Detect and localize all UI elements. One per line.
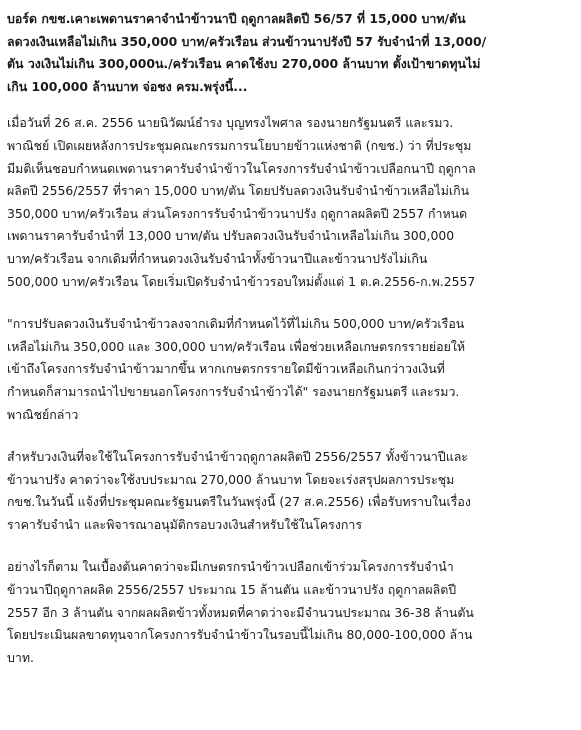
body-line: ผลิตปี 2556/2557 ที่ราคา 15,000 บาท/ตัน โดยปรับลดวงเงินรับจำนำข้าวเหลือไม่เกิน [7, 183, 470, 199]
body-paragraph-2 [7, 313, 575, 426]
body-line: ราคารับจำนำ และพิจารณาอนุมัติกรอบวงเงินสำหรับใช้ในโครงการ [7, 516, 362, 532]
body-line: บาท. [7, 649, 34, 665]
quote-line: เหลือไม่เกิน 350,000 และ 300,000 บาท/ครัวเรือน เพื่อช่วยเหลือเกษตรกรรายย่อยให้ [7, 338, 466, 354]
body-paragraph-4 [7, 556, 575, 669]
body-line: 350,000 บาท/ครัวเรือน ส่วนโครงการรับจำนำข้าวนาปรัง ฤดูกาลผลิตปี 2557 กำหนด [7, 205, 468, 221]
lead-line: เกิน 100,000 ล้านบาท จ่อชง ครม.พรุ่งนี้... [7, 78, 248, 94]
quote-line: พาณิชย์กล่าว [7, 406, 79, 422]
quote-line: เข้าถึงโครงการรับจำนำข้าวมากขึ้น หากเกษตรกรรายใดมีข้าวเหลือเกินกว่าวงเงินที่ [7, 361, 445, 377]
body-line: ข้าวนาปรัง คาดว่าจะใช้งบประมาณ 270,000 ล้านบาท โดยจะเร่งสรุปผลการประชุม [7, 471, 455, 487]
quote-line: กำหนดก็สามารถนำไปขายนอกโครงการรับจำนำข้าวได้" รองนายกรัฐมนตรี และรมว. [7, 383, 460, 399]
body-line: กขช.ในวันนี้ แจ้งที่ประชุมคณะรัฐมนตรีในวันพรุ่งนี้ (27 ส.ค.2556) เพื่อรับทราบในเรื่อง [7, 494, 471, 510]
lead-line: ตัน วงเงินไม่เกิน 300,000น./ครัวเรือน คาดใช้งบ 270,000 ล้านบาท ตั้งเป้าขาดทุนไม่ [7, 56, 481, 72]
body-line: เพดานราคารับจำนำที่ 13,000 บาท/ตัน ปรับลดวงเงินรับจำนำเหลือไม่เกิน 300,000 [7, 228, 455, 244]
body-line: 500,000 บาท/ครัวเรือน โดยเริ่มเปิดรับจำนำข้าวรอบใหม่ตั้งแต่ 1 ต.ค.2556-ก.พ.2557 [7, 273, 476, 289]
lead-line: บอร์ด กขช.เคาะเพดานราคาจำนำข้าวนาปี ฤดูกาลผลิตปี 56/57 ที่ 15,000 บาท/ตัน [7, 11, 466, 26]
lead-paragraph [7, 8, 575, 98]
body-line: ข้าวนาปีฤดูกาลผลิต 2556/2557 ประมาณ 15 ล้านตัน และข้าวนาปรัง ฤดูกาลผลิตปี [7, 582, 457, 598]
lead-line: ลดวงเงินเหลือไม่เกิน 350,000 บาท/ครัวเรือน ส่วนข้าวนาปรังปี 57 รับจำนำที่ 13,000/ [7, 33, 487, 49]
body-line: เมื่อวันที่ 26 ส.ค. 2556 นายนิวัฒน์ธำรง บุญทรงไพศาล รองนายกรัฐมนตรี และรมว. [7, 115, 454, 131]
body-paragraph-1 [7, 112, 575, 293]
body-line: พาณิชย์ เปิดเผยหลังการประชุมคณะกรรมการนโยบายข้าวแห่งชาติ (กขช.) ว่า ที่ประชุม [7, 137, 472, 153]
body-line: มีมติเห็นชอบกำหนดเพดานราคารับจำนำข้าวในโครงการรับจำนำข้าวเปลือกนาปี ฤดูกาล [7, 160, 476, 176]
quote-line: "การปรับลดวงเงินรับจำนำข้าวลงจากเดิมที่กำหนดไว้ที่ไม่เกิน 500,000 บาท/ครัวเรือน [7, 316, 465, 332]
body-paragraph-3 [7, 446, 575, 536]
body-line: สำหรับวงเงินที่จะใช้ในโครงการรับจำนำข้าวฤดูกาลผลิตปี 2556/2557 ทั้งข้าวนาปีและ [7, 449, 468, 465]
body-line: บาท/ครัวเรือน จากเดิมที่กำหนดวงเงินรับจำนำทั้งข้าวนาปีและข้าวนาปรังไม่เกิน [7, 250, 428, 266]
body-line: โดยประเมินผลขาดทุนจากโครงการรับจำนำข้าวในรอบนี้ไม่เกิน 80,000-100,000 ล้าน [7, 627, 473, 643]
body-line: 2557 อีก 3 ล้านตัน จากผลผลิตข้าวทั้งหมดที่คาดว่าจะมีจำนวนประมาณ 36-38 ล้านตัน [7, 604, 474, 620]
body-line: อย่างไรก็ตาม ในเบื้องต้นคาดว่าจะมีเกษตรกรนำข้าวเปลือกเข้าร่วมโครงการรับจำนำ [7, 559, 454, 575]
